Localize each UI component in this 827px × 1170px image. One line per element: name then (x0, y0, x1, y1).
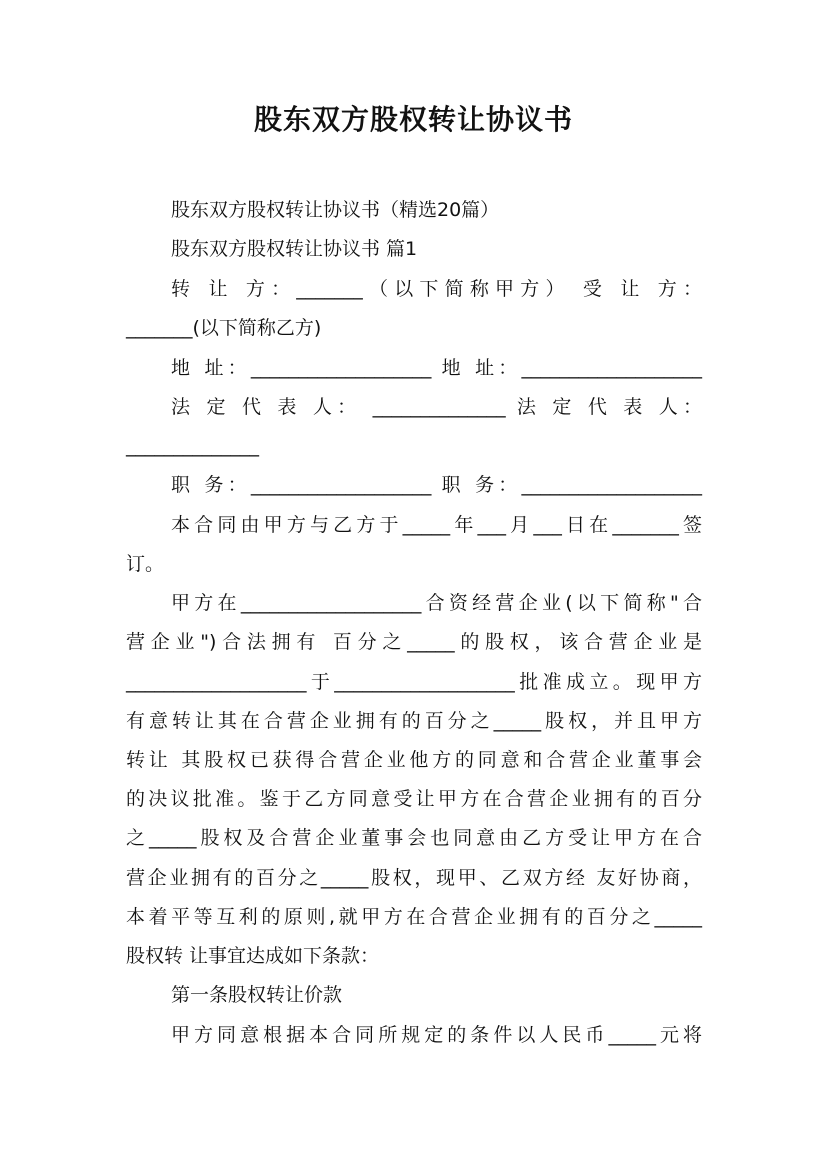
position-line: 职 务：___________________ 职 务：___________________ (171, 474, 702, 496)
body-line: 股权转 让事宜达成如下条款： (126, 945, 380, 967)
transferee-line: _______(以下简称乙方) (126, 317, 322, 339)
subtitle-line: 股东双方股权转让协议书（精选20篇） (171, 199, 500, 221)
body-line: 营企业")合法拥有 百分之_____的股权，该合营企业是 (126, 631, 702, 653)
body-line: 甲方在___________________合资经营企业(以下简称"合 (171, 592, 702, 614)
body-line: 本着平等互利的原则,就甲方在合营企业拥有的百分之_____ (126, 906, 702, 928)
legal-rep-line: 法 定 代 表 人： ______________ 法 定 代 表 人： (171, 396, 702, 418)
body-line: 的决议批准。鉴于乙方同意受让甲方在合营企业拥有的百分 (126, 788, 702, 810)
legal-rep-blank: ______________ (126, 435, 259, 457)
transferor-line: 转 让 方：_______（以下简称甲方） 受 让 方： (171, 278, 702, 300)
body-line: ___________________于___________________批准成立。现甲方 (126, 671, 702, 693)
body-line: 之_____股权及合营企业董事会也同意由乙方受让甲方在合 (126, 827, 702, 849)
body-line: 转让 其股权已获得合营企业他方的同意和合营企业董事会 (126, 749, 702, 771)
section-heading: 股东双方股权转让协议书 篇1 (171, 238, 418, 260)
body-line: 订。 (126, 553, 165, 575)
body-line: 营企业拥有的百分之_____股权，现甲、乙双方经 友好协商， (126, 867, 702, 889)
address-line: 地 址：___________________ 地 址：___________________ (171, 357, 702, 379)
document-title: 股东双方股权转让协议书 (253, 103, 573, 136)
body-line: 本合同由甲方与乙方于_____年___月___日在_______签 (171, 514, 702, 536)
article-heading: 第一条股权转让价款 (171, 984, 343, 1006)
body-line: 甲方同意根据本合同所规定的条件以人民币_____元将 (171, 1024, 702, 1046)
body-line: 有意转让其在合营企业拥有的百分之_____股权，并且甲方 (126, 710, 702, 732)
